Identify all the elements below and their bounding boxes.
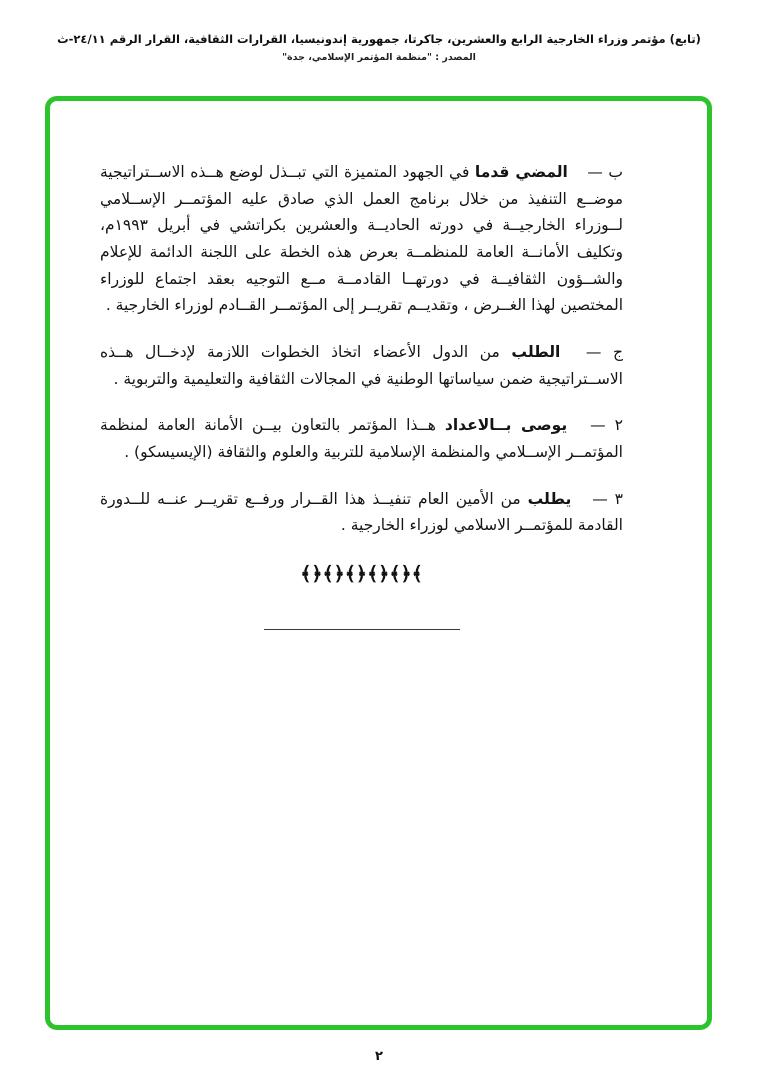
clause-text: هــذا المؤتمر بالتعاون بيــن الأمانة العامة لمنظمة المؤتمــر الإســلامي والمنظمة الإسلامية للتربية والعلوم والثقافة (الإيسيسكو) . [100, 416, 623, 461]
document-frame [45, 96, 712, 1030]
clause-lead: المضي قدما [474, 163, 568, 181]
clause-b [100, 159, 623, 319]
document-header [0, 32, 758, 63]
horizontal-rule [264, 629, 460, 630]
clause-text: في الجهود المتميزة التي تبــذل لوضع هــذه الاســتراتيجية موضــع التنفيذ من خلال برنامج العمل الذي صادق عليه المؤتمــر الإســلامي لــوزراء الخارجيــة في دورته الحاديــة والعشرين بكراتشي في أبريل ١٩٩٣م، وتكليف الأمانــة العامة للمنظمــة بعرض هذه الخطة على اللجنة الدائمة للإعلام والشــؤون الثقافيــة في دورتهــا القادمــة مــع التوجيه بعقد اجتماع للوزراء المختصين لهذا الغــرض ، وتقديــم تقريــر إلى المؤتمــر القــادم لوزراء الخارجية . [100, 163, 623, 315]
clause-lead: يطلب [527, 489, 572, 508]
header-source-line: المصدر : "منظمة المؤتمر الإسلامي، جدة" [282, 52, 476, 63]
ornament-divider: ﴾﴿﴾﴿﴾﴿﴾﴿﴾﴿﴾ [300, 562, 423, 585]
clause-3 [100, 486, 623, 539]
clause-j [100, 339, 623, 392]
clause-2 [100, 412, 623, 465]
header-title-line: (تابع) مؤتمر وزراء الخارجية الرابع والعشرين، جاكرتا، جمهورية إندونيسيا، القرارات الثقافية، القرار الرقم ٢٤/١١-ث [57, 32, 701, 46]
clause-marker: ٢ — [590, 416, 623, 435]
clause-lead: يوصى بــالاعداد [444, 416, 568, 435]
clause-lead: الطلب [511, 342, 561, 361]
clause-text: من الدول الأعضاء اتخاذ الخطوات اللازمة لإدخــال هــذه الاســتراتيجية ضمن سياساتها الوطنية في المجالات الثقافية والتعليمية والتربوية . [100, 342, 623, 388]
document-body [50, 101, 707, 630]
clause-marker: ب — [587, 163, 623, 181]
page-number: ٢ [375, 1049, 383, 1064]
clause-marker: ٣ — [592, 489, 623, 508]
clause-marker: ج — [585, 342, 623, 361]
clause-text: من الأمين العام تنفيــذ هذا القــرار ورفــع تقريــر عنــه للــدورة القادمة للمؤتمــر الاسلامي لوزراء الخارجية . [100, 489, 623, 535]
